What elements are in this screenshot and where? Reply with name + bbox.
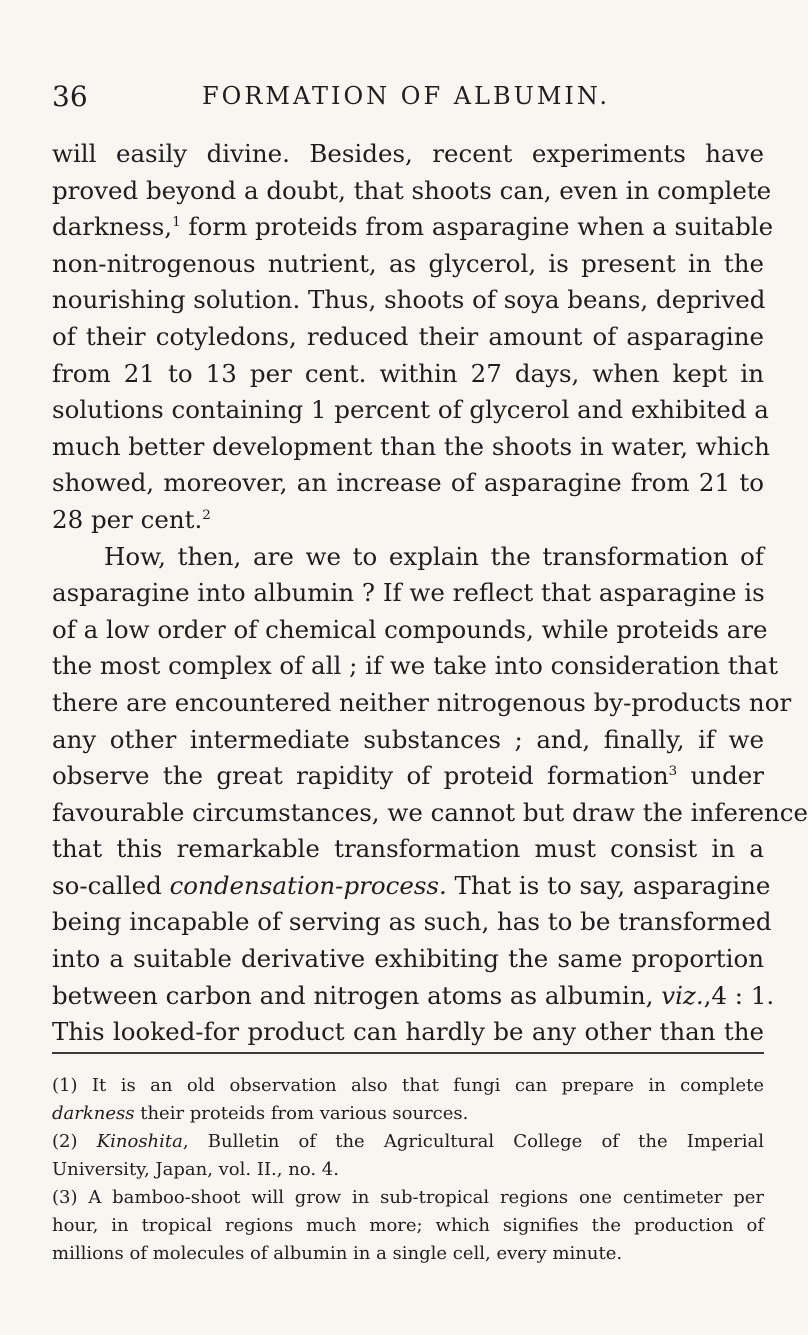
footnotes <box>52 1072 764 1268</box>
text-line: of their cotyledons, reduced their amount of asparagine <box>52 321 764 351</box>
text-line: so-called condensation-process. That is to say, asparagine <box>52 870 771 900</box>
footnote-ref-1: 1 <box>172 214 181 231</box>
text-line: there are encountered neither nitrogenous by-products nor <box>52 687 792 717</box>
text-line: much better development than the shoots in water, which <box>52 431 770 461</box>
text-line: being incapable of serving as such, has to be transformed <box>52 907 772 937</box>
text-line: from 21 to 13 per cent. within 27 days, when kept in <box>52 358 764 388</box>
text-line: the most complex of all ; if we take into consideration that <box>52 651 778 681</box>
page-header <box>52 80 760 120</box>
text-line: between carbon and nitrogen atoms as albumin, viz.,4 : 1. <box>52 980 775 1010</box>
body-text <box>52 136 808 1051</box>
footnote-3-cont: hour, in tropical regions much more; which signifies the production of <box>52 1215 764 1236</box>
footnote-3-cont: millions of molecules of albumin in a single cell, every minute. <box>52 1243 623 1264</box>
footnote-3: (3) A bamboo-shoot will grow in sub-tropical regions one centimeter per <box>52 1187 764 1208</box>
text-line: How, then, are we to explain the transformation of <box>104 541 764 571</box>
footnote-1: (1) It is an old observation also that fungi can prepare in complete <box>52 1075 764 1096</box>
text-line: will easily divine. Besides, recent experiments have <box>52 139 764 168</box>
footnote-2-cont: University, Japan, vol. II., no. 4. <box>52 1159 339 1180</box>
running-title: FORMATION OF ALBUMIN. <box>201 82 611 110</box>
text-line: showed, moreover, an increase of asparagine from 21 to <box>52 468 764 498</box>
footnote-ref-2: 2 <box>202 506 211 523</box>
text-line: This looked-for product can hardly be any other than the <box>52 1017 764 1047</box>
text-line: that this remarkable transformation must consist in a <box>52 834 764 864</box>
footnote-2: (2) Kinoshita, Bulletin of the Agricultural College of the Imperial <box>52 1131 765 1152</box>
text-line: solutions containing 1 percent of glycerol and exhibited a <box>52 395 769 425</box>
text-line: non-nitrogenous nutrient, as glycerol, is present in the <box>52 248 764 278</box>
text-line: observe the great rapidity of proteid formation$^3$ under <box>52 761 764 791</box>
text-line: nourishing solution. Thus, shoots of soya beans, deprived <box>52 285 766 315</box>
text-line: any other intermediate substances ; and, finally, if we <box>52 724 764 754</box>
text-line: 28 per cent.$^2$ <box>52 504 211 534</box>
italic-term: viz. <box>661 980 704 1010</box>
page-number: 36 <box>52 80 88 113</box>
footnote-1-cont: darkness their proteids from various sources. <box>52 1103 469 1124</box>
footnote-ref-3: 3 <box>668 762 678 779</box>
footnote-divider <box>52 1052 764 1054</box>
text-line: proved beyond a doubt, that shoots can, even in complete <box>52 175 772 205</box>
text-line: into a suitable derivative exhibiting the same proportion <box>52 944 764 974</box>
text-line: asparagine into albumin ? If we reflect that asparagine is <box>52 578 765 608</box>
text-line: of a low order of chemical compounds, while proteids are <box>52 614 768 644</box>
text-line: favourable circumstances, we cannot but draw the inference <box>52 797 808 827</box>
italic-term: condensation-process. <box>169 870 447 900</box>
text-line: darkness,$^1$ form proteids from asparagine when a suitable <box>52 212 774 242</box>
